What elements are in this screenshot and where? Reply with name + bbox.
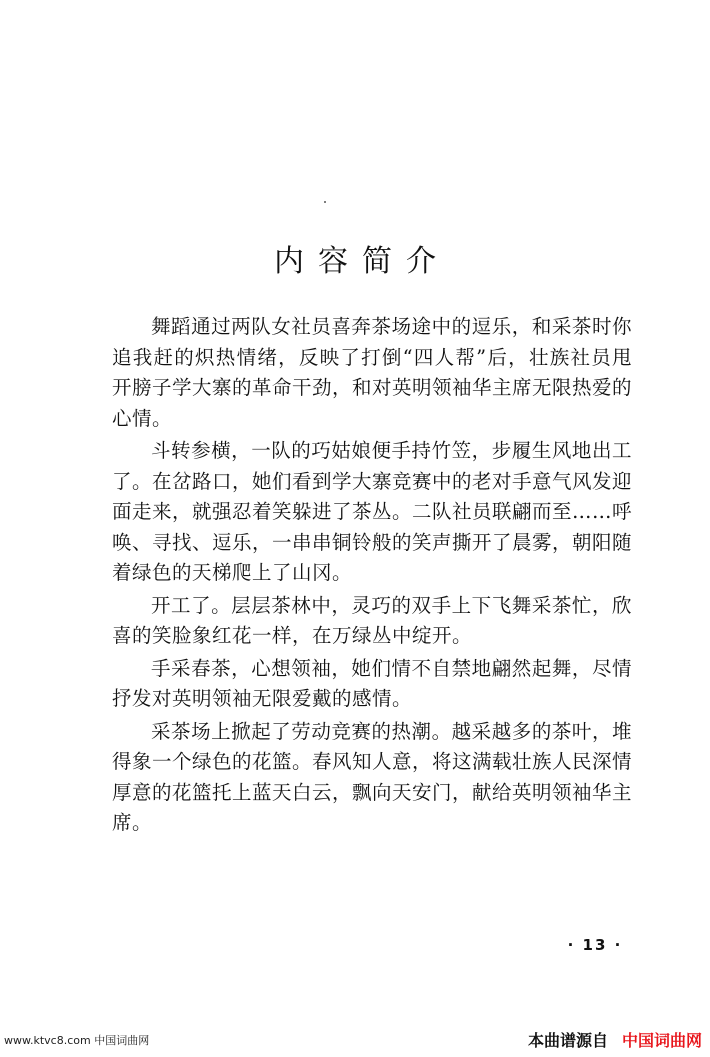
footer-watermark-url[interactable]: www.ktvc8.com 中国词曲网 — [4, 1034, 150, 1047]
footer-site-link[interactable]: 中国词曲网 — [621, 1031, 702, 1050]
paragraph-3: 开工了。层层茶林中，灵巧的双手上下飞舞采茶忙，欣喜的笑脸象红花一样，在万绿丛中绽开。 — [112, 593, 632, 647]
synopsis-body — [112, 312, 632, 839]
footer-source-label: 本曲谱源自 — [527, 1031, 608, 1050]
footer-source — [528, 1030, 702, 1052]
page-title: 内容简介 — [274, 244, 450, 279]
paragraph-4: 手采春茶，心想领袖，她们情不自禁地翩然起舞，尽情抒发对英明领袖无限爱戴的感情。 — [112, 656, 632, 710]
scan-speck — [324, 201, 326, 203]
paragraph-5: 采茶场上掀起了劳动竞赛的热潮。越采越多的茶叶，堆得象一个绿色的花篮。春风知人意，将这满载壮族人民深情厚意的花篮托上蓝天白云，飘向天安门，献给英明领袖华主席。 — [112, 719, 633, 834]
page-number: · 13 · — [567, 936, 623, 954]
paragraph-2: 斗转参横，一队的巧姑娘便手持竹笠，步履生风地出工了。在岔路口，她们看到学大寨竞赛中的老对手意气风发迎面走来，就强忍着笑躲进了茶丛。二队社员联翩而至……呼唤、寻找、逗乐，一串串铜铃般的笑声撕开了晨雾，朝阳随着绿色的天梯爬上了山冈。 — [112, 439, 633, 584]
paragraph-1: 舞蹈通过两队女社员喜奔茶场途中的逗乐，和采茶时你追我赶的炽热情绪，反映了打倒“四人帮”后，壮族社员甩开膀子学大寨的革命干劲，和对英明领袖华主席无限热爱的心情。 — [112, 315, 633, 430]
